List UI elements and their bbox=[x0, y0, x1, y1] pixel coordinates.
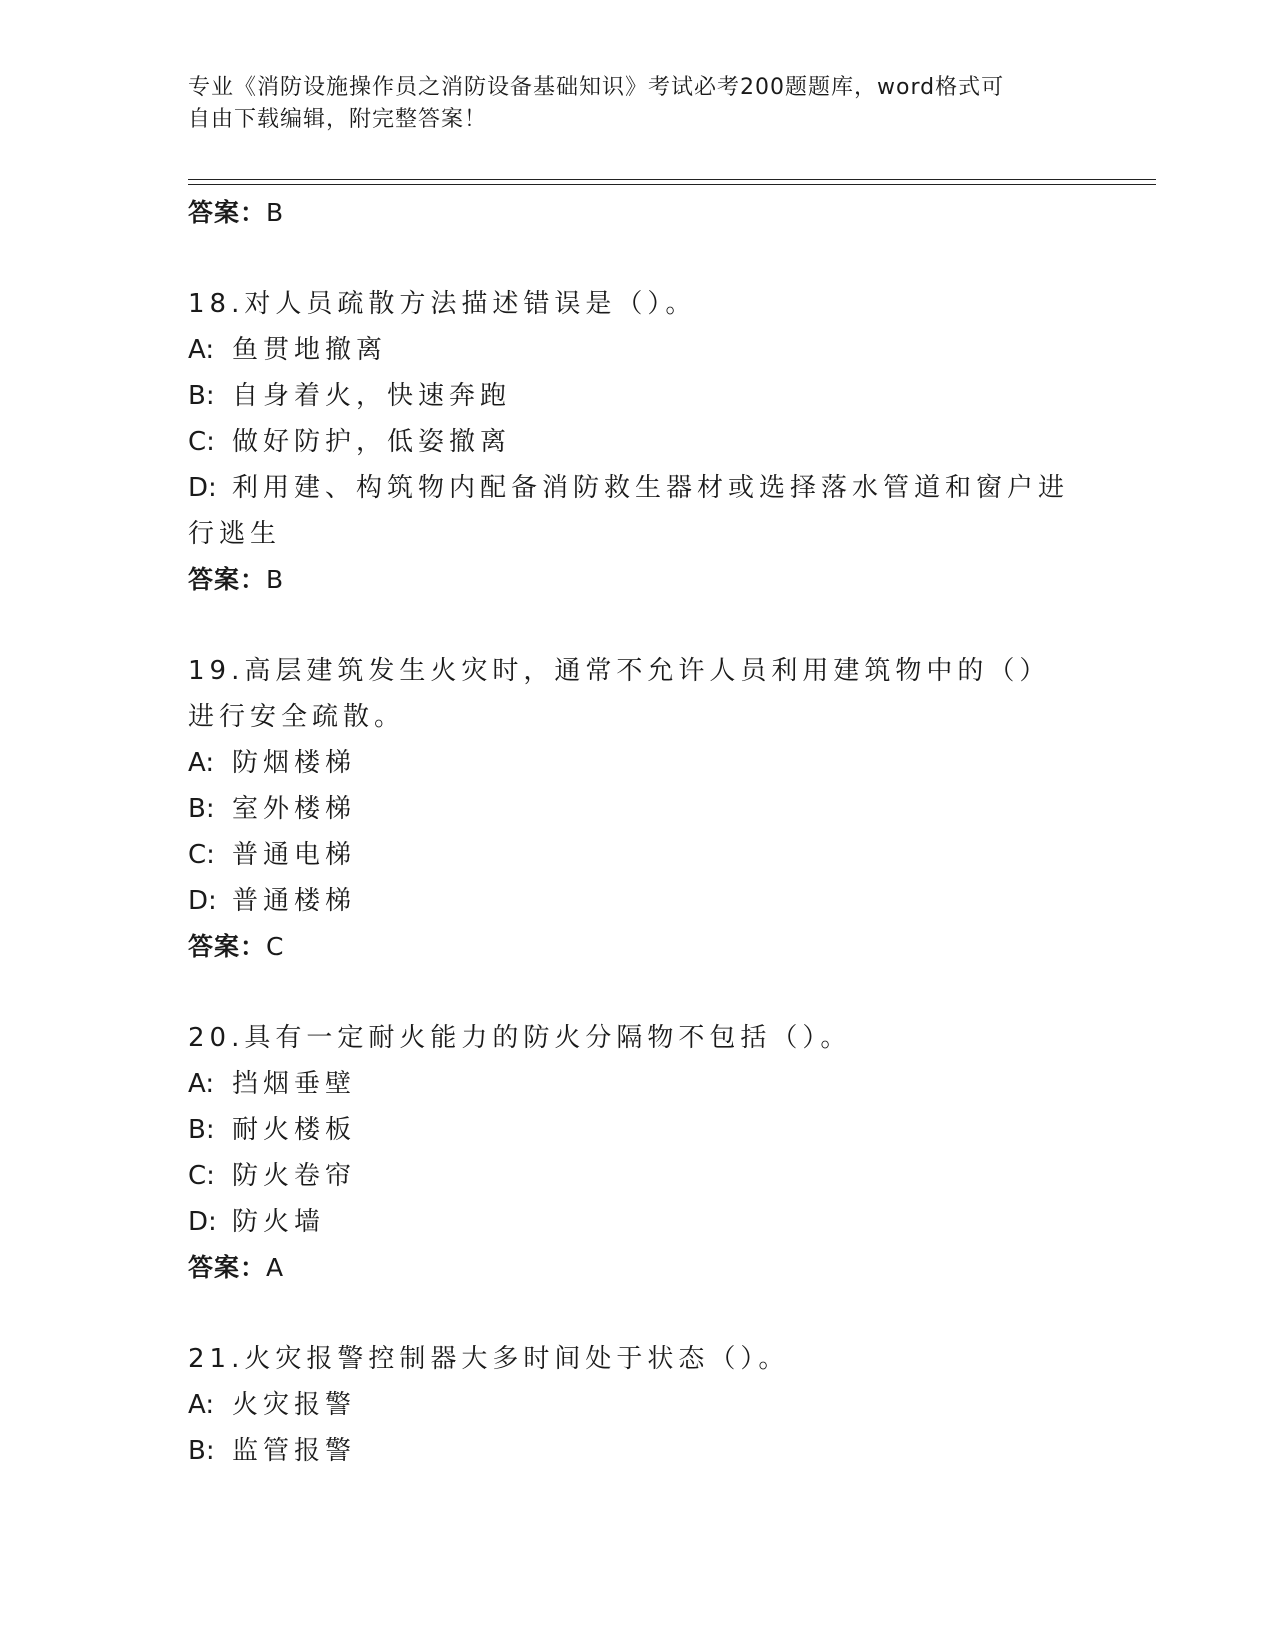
option-a bbox=[188, 327, 1078, 373]
option-letter: B: bbox=[188, 1436, 215, 1466]
option-letter: C: bbox=[188, 840, 215, 870]
header-divider-bottom bbox=[188, 184, 1156, 185]
option-letter: B: bbox=[188, 794, 215, 824]
question-stem: 21.火灾报警控制器大多时间处于状态（）。 bbox=[188, 1344, 790, 1374]
option-letter: D: bbox=[188, 1207, 217, 1237]
question-20 bbox=[188, 1015, 1088, 1290]
option-text: 普通电梯 bbox=[232, 840, 357, 870]
option-letter: C: bbox=[188, 427, 215, 457]
option-text: 耐火楼板 bbox=[232, 1115, 357, 1145]
answer-value: C bbox=[266, 932, 285, 961]
question-21 bbox=[188, 1336, 1088, 1474]
answer-label: 答案： bbox=[188, 565, 267, 594]
option-letter: B: bbox=[188, 1115, 215, 1145]
option-letter: A: bbox=[188, 1069, 215, 1099]
option-b bbox=[188, 373, 1078, 419]
option-d bbox=[188, 878, 1078, 924]
answer-value: B bbox=[266, 198, 285, 227]
document-header bbox=[188, 72, 1088, 136]
option-c bbox=[188, 1153, 1078, 1199]
option-letter: D: bbox=[188, 473, 217, 503]
option-text: 做好防护，低姿撤离 bbox=[232, 427, 512, 457]
option-letter: C: bbox=[188, 1161, 215, 1191]
option-text: 防烟楼梯 bbox=[232, 748, 357, 778]
option-b bbox=[188, 1428, 1078, 1474]
option-letter: B: bbox=[188, 381, 215, 411]
question-18 bbox=[188, 281, 1088, 602]
question-stem: 20.具有一定耐火能力的防火分隔物不包括（）。 bbox=[188, 1023, 852, 1053]
option-letter: A: bbox=[188, 1390, 215, 1420]
option-text: 自身着火，快速奔跑 bbox=[232, 381, 512, 411]
answer-value: B bbox=[266, 565, 285, 594]
option-a bbox=[188, 1061, 1078, 1107]
question-list bbox=[188, 190, 1088, 1474]
answer-label: 答案： bbox=[188, 932, 267, 961]
option-text: 室外楼梯 bbox=[232, 794, 357, 824]
option-text: 鱼贯地撤离 bbox=[232, 335, 388, 365]
option-a bbox=[188, 740, 1078, 786]
option-text: 挡烟垂壁 bbox=[232, 1069, 357, 1099]
question-answer bbox=[188, 924, 1088, 969]
question-stem: 19.高层建筑发生火灾时，通常不允许人员利用建筑物中的（）进行安全疏散。 bbox=[188, 656, 1051, 732]
question-stem: 18.对人员疏散方法描述错误是（）。 bbox=[188, 289, 697, 319]
answer-value: A bbox=[266, 1253, 285, 1282]
option-a bbox=[188, 1382, 1078, 1428]
question-answer bbox=[188, 557, 1088, 602]
header-divider-top bbox=[188, 179, 1156, 180]
option-letter: A: bbox=[188, 335, 215, 365]
option-text: 防火墙 bbox=[232, 1207, 326, 1237]
option-text: 利用建、构筑物内配备消防救生器材或选择落水管道和窗户进行逃生 bbox=[188, 473, 1070, 549]
option-c bbox=[188, 832, 1078, 878]
previous-answer bbox=[188, 190, 1088, 235]
option-d bbox=[188, 465, 1078, 557]
option-b bbox=[188, 786, 1078, 832]
option-d bbox=[188, 1199, 1078, 1245]
option-text: 火灾报警 bbox=[232, 1390, 357, 1420]
header-line-2: 自由下载编辑，附完整答案！ bbox=[188, 107, 488, 132]
option-letter: A: bbox=[188, 748, 215, 778]
option-text: 监管报警 bbox=[232, 1436, 357, 1466]
question-answer bbox=[188, 1245, 1088, 1290]
question-19 bbox=[188, 648, 1088, 969]
option-c bbox=[188, 419, 1078, 465]
option-b bbox=[188, 1107, 1078, 1153]
header-line-1: 专业《消防设施操作员之消防设备基础知识》考试必考200题题库，word格式可 bbox=[188, 75, 1005, 100]
option-text: 防火卷帘 bbox=[232, 1161, 357, 1191]
option-text: 普通楼梯 bbox=[232, 886, 357, 916]
answer-label: 答案： bbox=[188, 1253, 267, 1282]
option-letter: D: bbox=[188, 886, 217, 916]
answer-label: 答案： bbox=[188, 198, 267, 227]
